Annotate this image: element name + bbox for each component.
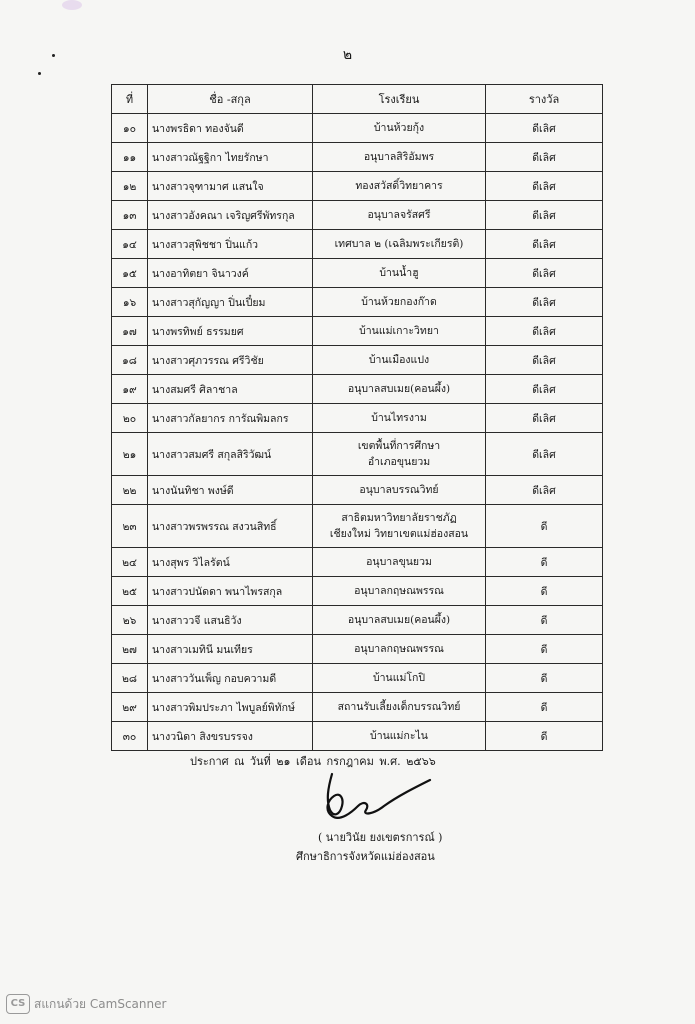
table-header-row xyxy=(112,85,603,114)
row-name: นางสาวกัลยากร การัณพิมลกร xyxy=(148,404,313,433)
school-line: บ้านน้ำฮู xyxy=(379,267,419,279)
table-row xyxy=(112,172,603,201)
header-award: รางวัล xyxy=(486,85,603,114)
row-award: ดีเลิศ xyxy=(486,288,603,317)
school-line: ทองสวัสดิ์วิทยาคาร xyxy=(355,180,443,192)
row-name: นางสมศรี ศิลาชาล xyxy=(148,375,313,404)
row-school xyxy=(313,433,486,476)
row-name: นางพรธิดา ทองจันดี xyxy=(148,114,313,143)
row-school xyxy=(313,375,486,404)
school-line: บ้านไทรงาม xyxy=(371,412,427,424)
row-award: ดีเลิศ xyxy=(486,476,603,505)
row-school xyxy=(313,722,486,751)
row-number: ๑๗ xyxy=(112,317,148,346)
school-line: อนุบาลสบเมย(คอนผึ้ง) xyxy=(347,383,451,395)
table-row xyxy=(112,201,603,230)
table-row xyxy=(112,722,603,751)
table-row xyxy=(112,404,603,433)
school-line: บ้านห้วยกองก๊าด xyxy=(361,296,437,308)
school-line: อนุบาลขุนยวม xyxy=(366,556,432,568)
table-row xyxy=(112,548,603,577)
table-row xyxy=(112,317,603,346)
row-number: ๑๙ xyxy=(112,375,148,404)
row-name: นางสาวอังคณา เจริญศรีพัทรกุล xyxy=(148,201,313,230)
signer-title: ศึกษาธิการจังหวัดแม่ฮ่องสอน xyxy=(296,850,435,863)
row-school xyxy=(313,577,486,606)
row-name: นางสาวสมศรี สกุลสิริวัฒน์ xyxy=(148,433,313,476)
row-number: ๒๓ xyxy=(112,505,148,548)
school-line: บ้านแม่กะไน xyxy=(370,730,428,742)
row-school xyxy=(313,259,486,288)
row-award: ดีเลิศ xyxy=(486,259,603,288)
school-line: อำเภอขุนยวม xyxy=(367,456,431,468)
table-row xyxy=(112,288,603,317)
row-name: นางสาวพรพรรณ สงวนสิทธิ์ xyxy=(148,505,313,548)
row-school xyxy=(313,317,486,346)
row-school xyxy=(313,664,486,693)
row-award: ดีเลิศ xyxy=(486,230,603,259)
purple-smudge xyxy=(62,0,82,10)
row-school xyxy=(313,606,486,635)
row-award: ดีเลิศ xyxy=(486,375,603,404)
row-number: ๓๐ xyxy=(112,722,148,751)
table-row xyxy=(112,635,603,664)
row-number: ๒๕ xyxy=(112,577,148,606)
row-school xyxy=(313,230,486,259)
row-number: ๑๐ xyxy=(112,114,148,143)
row-school xyxy=(313,693,486,722)
row-name: นางอาทิตยา จินาวงค์ xyxy=(148,259,313,288)
row-number: ๒๗ xyxy=(112,635,148,664)
row-school xyxy=(313,635,486,664)
row-name: นางสาวพิมประภา ไพบูลย์พิทักษ์ xyxy=(148,693,313,722)
table-row xyxy=(112,476,603,505)
header-no: ที่ xyxy=(112,85,148,114)
row-number: ๒๐ xyxy=(112,404,148,433)
school-line: อนุบาลกฤษณพรรณ xyxy=(354,643,444,655)
row-number: ๑๒ xyxy=(112,172,148,201)
row-name: นางสุพร วิไลรัตน์ xyxy=(148,548,313,577)
row-name: นางสาวศุภวรรณ ศรีวิชัย xyxy=(148,346,313,375)
row-name: นางสาวณัฐฐิกา ไทยรักษา xyxy=(148,143,313,172)
row-number: ๑๓ xyxy=(112,201,148,230)
row-name: นางสาววจี แสนธิวัง xyxy=(148,606,313,635)
table-row xyxy=(112,693,603,722)
school-line: บ้านห้วยกุ้ง xyxy=(373,122,425,134)
row-award: ดี xyxy=(486,606,603,635)
table-row xyxy=(112,505,603,548)
school-line: สถานรับเลี้ยงเด็กบรรณวิทย์ xyxy=(337,701,461,713)
row-number: ๒๑ xyxy=(112,433,148,476)
table-row xyxy=(112,375,603,404)
camscanner-watermark xyxy=(6,993,166,1015)
school-line: บ้านแม่โกปิ xyxy=(372,672,426,684)
school-line: อนุบาลจรัสศรี xyxy=(367,209,431,221)
row-name: นางนันทิชา พงษ์ดี xyxy=(148,476,313,505)
row-award: ดี xyxy=(486,577,603,606)
row-award: ดีเลิศ xyxy=(486,433,603,476)
row-name: นางสาวสุกัญญา ปิ่นเปี๋ยม xyxy=(148,288,313,317)
signature xyxy=(318,770,438,826)
row-school xyxy=(313,476,486,505)
row-number: ๑๔ xyxy=(112,230,148,259)
signer-name: ( นายวินัย ยงเขตรการณ์ ) xyxy=(318,831,443,844)
row-name: นางสาวจุฑามาศ แสนใจ xyxy=(148,172,313,201)
table-row xyxy=(112,346,603,375)
row-award: ดี xyxy=(486,635,603,664)
row-award: ดีเลิศ xyxy=(486,201,603,230)
page-number: ๒ xyxy=(342,47,353,63)
row-award: ดี xyxy=(486,548,603,577)
table-row xyxy=(112,433,603,476)
header-name: ชื่อ -สกุล xyxy=(148,85,313,114)
row-award: ดีเลิศ xyxy=(486,143,603,172)
announcement-date: ประกาศ ณ วันที่ ๒๑ เดือน กรกฎาคม พ.ศ. ๒๕๖๖ xyxy=(190,755,436,768)
table-row xyxy=(112,577,603,606)
table-row xyxy=(112,143,603,172)
row-number: ๒๙ xyxy=(112,693,148,722)
row-name: นางสาวสุพิชชา ปิ่นแก้ว xyxy=(148,230,313,259)
table-row xyxy=(112,114,603,143)
row-number: ๑๕ xyxy=(112,259,148,288)
row-award: ดี xyxy=(486,505,603,548)
row-award: ดีเลิศ xyxy=(486,404,603,433)
row-award: ดีเลิศ xyxy=(486,114,603,143)
row-school xyxy=(313,201,486,230)
school-line: เทศบาล ๒ (เฉลิมพระเกียรติ) xyxy=(334,238,464,250)
row-number: ๒๔ xyxy=(112,548,148,577)
school-line: อนุบาลสบเมย(คอนผึ้ง) xyxy=(347,614,451,626)
row-school xyxy=(313,143,486,172)
school-line: อนุบาลกฤษณพรรณ xyxy=(354,585,444,597)
speck xyxy=(38,72,41,75)
row-school xyxy=(313,548,486,577)
table-row xyxy=(112,664,603,693)
school-line: สาธิตมหาวิทยาลัยราชภัฏ xyxy=(341,512,457,524)
row-number: ๑๖ xyxy=(112,288,148,317)
row-number: ๒๖ xyxy=(112,606,148,635)
row-school xyxy=(313,288,486,317)
table-row xyxy=(112,230,603,259)
school-line: เขตพื้นที่การศึกษา xyxy=(357,440,441,452)
row-name: นางสาวเมทินี มนเทียร xyxy=(148,635,313,664)
watermark-text: สแกนด้วย CamScanner xyxy=(34,996,167,1011)
table-row xyxy=(112,259,603,288)
school-line: อนุบาลสิริอัมพร xyxy=(363,151,435,163)
row-name: นางพรทิพย์ ธรรมยศ xyxy=(148,317,313,346)
row-school xyxy=(313,114,486,143)
row-number: ๒๒ xyxy=(112,476,148,505)
school-line: เชียงใหม่ วิทยาเขตแม่ฮ่องสอน xyxy=(329,528,469,540)
table-row xyxy=(112,606,603,635)
header-school: โรงเรียน xyxy=(313,85,486,114)
row-award: ดี xyxy=(486,664,603,693)
row-name: นางสาวปนัดดา พนาไพรสกุล xyxy=(148,577,313,606)
row-name: นางวนิดา สิงขรบรรจง xyxy=(148,722,313,751)
row-school xyxy=(313,505,486,548)
row-name: นางสาววันเพ็ญ กอบความดี xyxy=(148,664,313,693)
row-school xyxy=(313,346,486,375)
row-award: ดีเลิศ xyxy=(486,346,603,375)
row-award: ดี xyxy=(486,693,603,722)
row-number: ๑๑ xyxy=(112,143,148,172)
row-award: ดี xyxy=(486,722,603,751)
school-line: บ้านเมืองแปง xyxy=(368,354,430,366)
row-number: ๒๘ xyxy=(112,664,148,693)
school-line: อนุบาลบรรณวิทย์ xyxy=(359,484,439,496)
camscanner-logo-icon: CS xyxy=(6,994,30,1014)
row-award: ดีเลิศ xyxy=(486,317,603,346)
school-line: บ้านแม่เกาะวิทยา xyxy=(359,325,439,337)
row-award: ดีเลิศ xyxy=(486,172,603,201)
row-school xyxy=(313,172,486,201)
row-number: ๑๘ xyxy=(112,346,148,375)
row-school xyxy=(313,404,486,433)
awards-table xyxy=(111,84,603,751)
